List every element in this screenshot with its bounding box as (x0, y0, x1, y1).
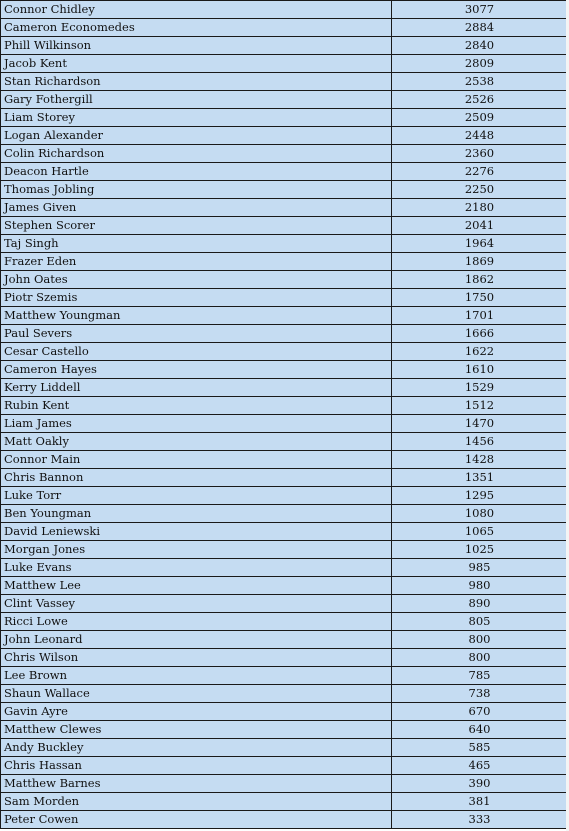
name-cell[interactable]: Phill Wilkinson (1, 37, 392, 55)
name-cell[interactable]: John Leonard (1, 631, 392, 649)
name-cell[interactable]: Matthew Barnes (1, 775, 392, 793)
name-cell[interactable]: Matthew Clewes (1, 721, 392, 739)
score-cell[interactable]: 1512 (392, 397, 568, 415)
name-cell[interactable]: Stephen Scorer (1, 217, 392, 235)
table-row (1, 631, 568, 649)
table-row (1, 145, 568, 163)
table-row (1, 505, 568, 523)
table-row (1, 397, 568, 415)
table-row (1, 577, 568, 595)
table-row (1, 235, 568, 253)
table-row (1, 415, 568, 433)
score-cell[interactable]: 640 (392, 721, 568, 739)
name-cell[interactable]: Taj Singh (1, 235, 392, 253)
table-row (1, 163, 568, 181)
score-cell[interactable]: 805 (392, 613, 568, 631)
scores-table-body (1, 1, 568, 829)
table-row (1, 379, 568, 397)
table-row (1, 91, 568, 109)
score-cell[interactable]: 2509 (392, 109, 568, 127)
table-row (1, 667, 568, 685)
table-row (1, 721, 568, 739)
name-cell[interactable]: Colin Richardson (1, 145, 392, 163)
table-row (1, 739, 568, 757)
table-row (1, 199, 568, 217)
name-cell[interactable]: Stan Richardson (1, 73, 392, 91)
score-cell[interactable]: 381 (392, 793, 568, 811)
score-cell[interactable]: 1964 (392, 235, 568, 253)
score-cell[interactable]: 2360 (392, 145, 568, 163)
table-row (1, 289, 568, 307)
name-cell[interactable]: Paul Severs (1, 325, 392, 343)
score-cell[interactable]: 1862 (392, 271, 568, 289)
table-row (1, 451, 568, 469)
table-row (1, 253, 568, 271)
name-cell[interactable]: Ricci Lowe (1, 613, 392, 631)
name-cell[interactable]: Deacon Hartle (1, 163, 392, 181)
table-row (1, 55, 568, 73)
table-row (1, 811, 568, 829)
score-cell[interactable]: 1701 (392, 307, 568, 325)
name-cell[interactable]: Liam James (1, 415, 392, 433)
score-cell[interactable]: 1529 (392, 379, 568, 397)
name-cell[interactable]: Shaun Wallace (1, 685, 392, 703)
score-cell[interactable]: 1080 (392, 505, 568, 523)
name-cell[interactable]: Chris Hassan (1, 757, 392, 775)
table-row (1, 703, 568, 721)
score-cell[interactable]: 585 (392, 739, 568, 757)
name-cell[interactable]: Andy Buckley (1, 739, 392, 757)
score-cell[interactable]: 2840 (392, 37, 568, 55)
score-cell[interactable]: 1750 (392, 289, 568, 307)
table-row (1, 325, 568, 343)
table-row (1, 523, 568, 541)
name-cell[interactable]: Matthew Youngman (1, 307, 392, 325)
score-cell[interactable]: 2180 (392, 199, 568, 217)
name-cell[interactable]: Kerry Liddell (1, 379, 392, 397)
table-row (1, 73, 568, 91)
name-cell[interactable]: Connor Chidley (1, 1, 392, 19)
score-cell[interactable]: 1666 (392, 325, 568, 343)
score-cell[interactable]: 1351 (392, 469, 568, 487)
score-cell[interactable]: 2538 (392, 73, 568, 91)
score-cell[interactable]: 2250 (392, 181, 568, 199)
name-cell[interactable]: Jacob Kent (1, 55, 392, 73)
name-cell[interactable]: Logan Alexander (1, 127, 392, 145)
score-cell[interactable]: 738 (392, 685, 568, 703)
name-cell[interactable]: Luke Evans (1, 559, 392, 577)
table-row (1, 217, 568, 235)
table-row (1, 595, 568, 613)
score-cell[interactable]: 670 (392, 703, 568, 721)
name-cell[interactable]: Connor Main (1, 451, 392, 469)
score-cell[interactable]: 785 (392, 667, 568, 685)
score-cell[interactable]: 2884 (392, 19, 568, 37)
score-cell[interactable]: 800 (392, 649, 568, 667)
score-cell[interactable]: 1869 (392, 253, 568, 271)
name-cell[interactable]: Cameron Economedes (1, 19, 392, 37)
table-row (1, 469, 568, 487)
table-row (1, 613, 568, 631)
name-cell[interactable]: Ben Youngman (1, 505, 392, 523)
name-cell[interactable]: James Given (1, 199, 392, 217)
name-cell[interactable]: Chris Bannon (1, 469, 392, 487)
table-row (1, 19, 568, 37)
table-row (1, 109, 568, 127)
score-cell[interactable]: 1622 (392, 343, 568, 361)
score-cell[interactable]: 1428 (392, 451, 568, 469)
name-cell[interactable]: Gavin Ayre (1, 703, 392, 721)
name-cell[interactable]: Liam Storey (1, 109, 392, 127)
name-cell[interactable]: David Leniewski (1, 523, 392, 541)
score-cell[interactable]: 2448 (392, 127, 568, 145)
score-cell[interactable]: 3077 (392, 1, 568, 19)
name-cell[interactable]: Clint Vassey (1, 595, 392, 613)
score-cell[interactable]: 1065 (392, 523, 568, 541)
table-row (1, 433, 568, 451)
name-cell[interactable]: Cameron Hayes (1, 361, 392, 379)
table-row (1, 271, 568, 289)
table-row (1, 775, 568, 793)
table-row (1, 487, 568, 505)
score-cell[interactable]: 1610 (392, 361, 568, 379)
name-cell[interactable]: Matthew Lee (1, 577, 392, 595)
score-cell[interactable]: 2526 (392, 91, 568, 109)
score-cell[interactable]: 2276 (392, 163, 568, 181)
score-cell[interactable]: 980 (392, 577, 568, 595)
table-row (1, 343, 568, 361)
score-cell[interactable]: 800 (392, 631, 568, 649)
score-cell[interactable]: 465 (392, 757, 568, 775)
name-cell[interactable]: Morgan Jones (1, 541, 392, 559)
score-cell[interactable]: 1025 (392, 541, 568, 559)
table-row (1, 307, 568, 325)
score-cell[interactable]: 2809 (392, 55, 568, 73)
name-cell[interactable]: Luke Torr (1, 487, 392, 505)
score-cell[interactable]: 390 (392, 775, 568, 793)
table-row (1, 559, 568, 577)
table-row (1, 37, 568, 55)
name-cell[interactable]: Rubin Kent (1, 397, 392, 415)
name-cell[interactable]: Sam Morden (1, 793, 392, 811)
table-row (1, 757, 568, 775)
name-cell[interactable]: Peter Cowen (1, 811, 392, 829)
name-cell[interactable]: Frazer Eden (1, 253, 392, 271)
score-cell[interactable]: 1295 (392, 487, 568, 505)
table-row (1, 793, 568, 811)
score-cell[interactable]: 1470 (392, 415, 568, 433)
name-cell[interactable]: Matt Oakly (1, 433, 392, 451)
table-row (1, 685, 568, 703)
name-cell[interactable]: Chris Wilson (1, 649, 392, 667)
table-row (1, 127, 568, 145)
table-row (1, 649, 568, 667)
score-cell[interactable]: 333 (392, 811, 568, 829)
name-cell[interactable]: Lee Brown (1, 667, 392, 685)
name-cell[interactable]: Piotr Szemis (1, 289, 392, 307)
name-cell[interactable]: John Oates (1, 271, 392, 289)
table-row (1, 541, 568, 559)
name-cell[interactable]: Gary Fothergill (1, 91, 392, 109)
table-row (1, 361, 568, 379)
score-cell[interactable]: 1456 (392, 433, 568, 451)
table-row (1, 181, 568, 199)
name-cell[interactable]: Cesar Castello (1, 343, 392, 361)
score-cell[interactable]: 890 (392, 595, 568, 613)
score-cell[interactable]: 2041 (392, 217, 568, 235)
score-cell[interactable]: 985 (392, 559, 568, 577)
table-row (1, 1, 568, 19)
name-cell[interactable]: Thomas Jobling (1, 181, 392, 199)
